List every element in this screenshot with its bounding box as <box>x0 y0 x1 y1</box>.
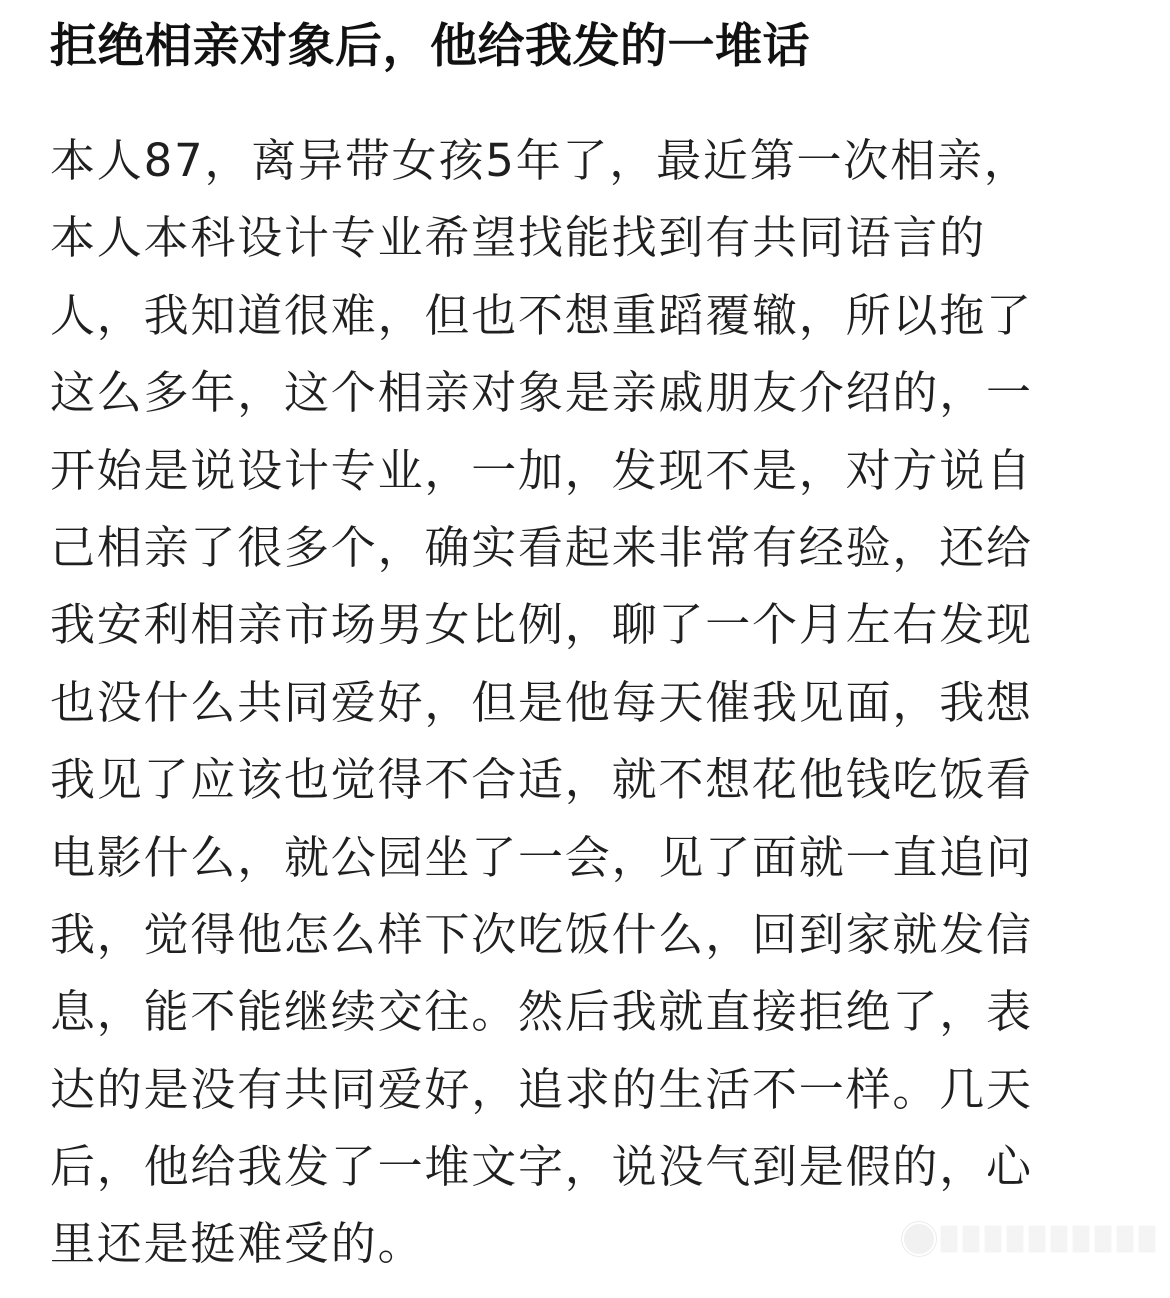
watermark-glyph <box>1116 1225 1134 1253</box>
post-title: 拒绝相亲对象后，他给我发的一堆话 <box>50 19 810 74</box>
body-line: 我，觉得他怎么样下次吃饭什么，回到家就发信 <box>50 907 1033 961</box>
body-line: 人，我知道很难，但也不想重蹈覆辙，所以拖了 <box>50 288 1033 342</box>
body-line: 电影什么，就公园坐了一会，见了面就一直追问 <box>50 830 1033 884</box>
body-line: 息，能不能继续交往。然后我就直接拒绝了，表 <box>50 985 1033 1039</box>
watermark-glyph <box>1094 1225 1112 1253</box>
body-line: 本人87，离异带女孩5年了，最近第一次相亲， <box>50 134 1031 187</box>
watermark-glyph <box>1138 1225 1156 1253</box>
body-line: 己相亲了很多个，确实看起来非常有经验，还给 <box>50 520 1033 574</box>
body-line: 这么多年，这个相亲对象是亲戚朋友介绍的，一 <box>50 366 1033 420</box>
body-line: 我安利相亲市场男女比例，聊了一个月左右发现 <box>50 598 1033 652</box>
body-line: 后，他给我发了一堆文字，说没气到是假的，心 <box>50 1140 1033 1194</box>
body-line: 本人本科设计专业希望找能找到有共同语言的 <box>50 211 987 265</box>
body-line: 也没什么共同爱好，但是他每天催我见面，我想 <box>50 675 1033 729</box>
watermark-glyph <box>940 1225 958 1253</box>
body-line: 我见了应该也觉得不合适，就不想花他钱吃饭看 <box>50 753 1033 807</box>
watermark-glyph <box>984 1225 1002 1253</box>
post <box>50 0 1130 1283</box>
watermark-glyph <box>1050 1225 1068 1253</box>
watermark-logo-icon <box>902 1222 936 1256</box>
body-line: 达的是没有共同爱好，追求的生活不一样。几天 <box>50 1062 1033 1116</box>
watermark-glyph <box>1028 1225 1046 1253</box>
watermark-glyph <box>962 1225 980 1253</box>
watermark-glyph <box>1072 1225 1090 1253</box>
watermark <box>902 1222 1156 1256</box>
body-line: 里还是挺难受的。 <box>50 1217 425 1271</box>
post-body <box>50 122 1130 1283</box>
body-line: 开始是说设计专业，一加，发现不是，对方说自 <box>50 443 1033 497</box>
watermark-glyph <box>1006 1225 1024 1253</box>
